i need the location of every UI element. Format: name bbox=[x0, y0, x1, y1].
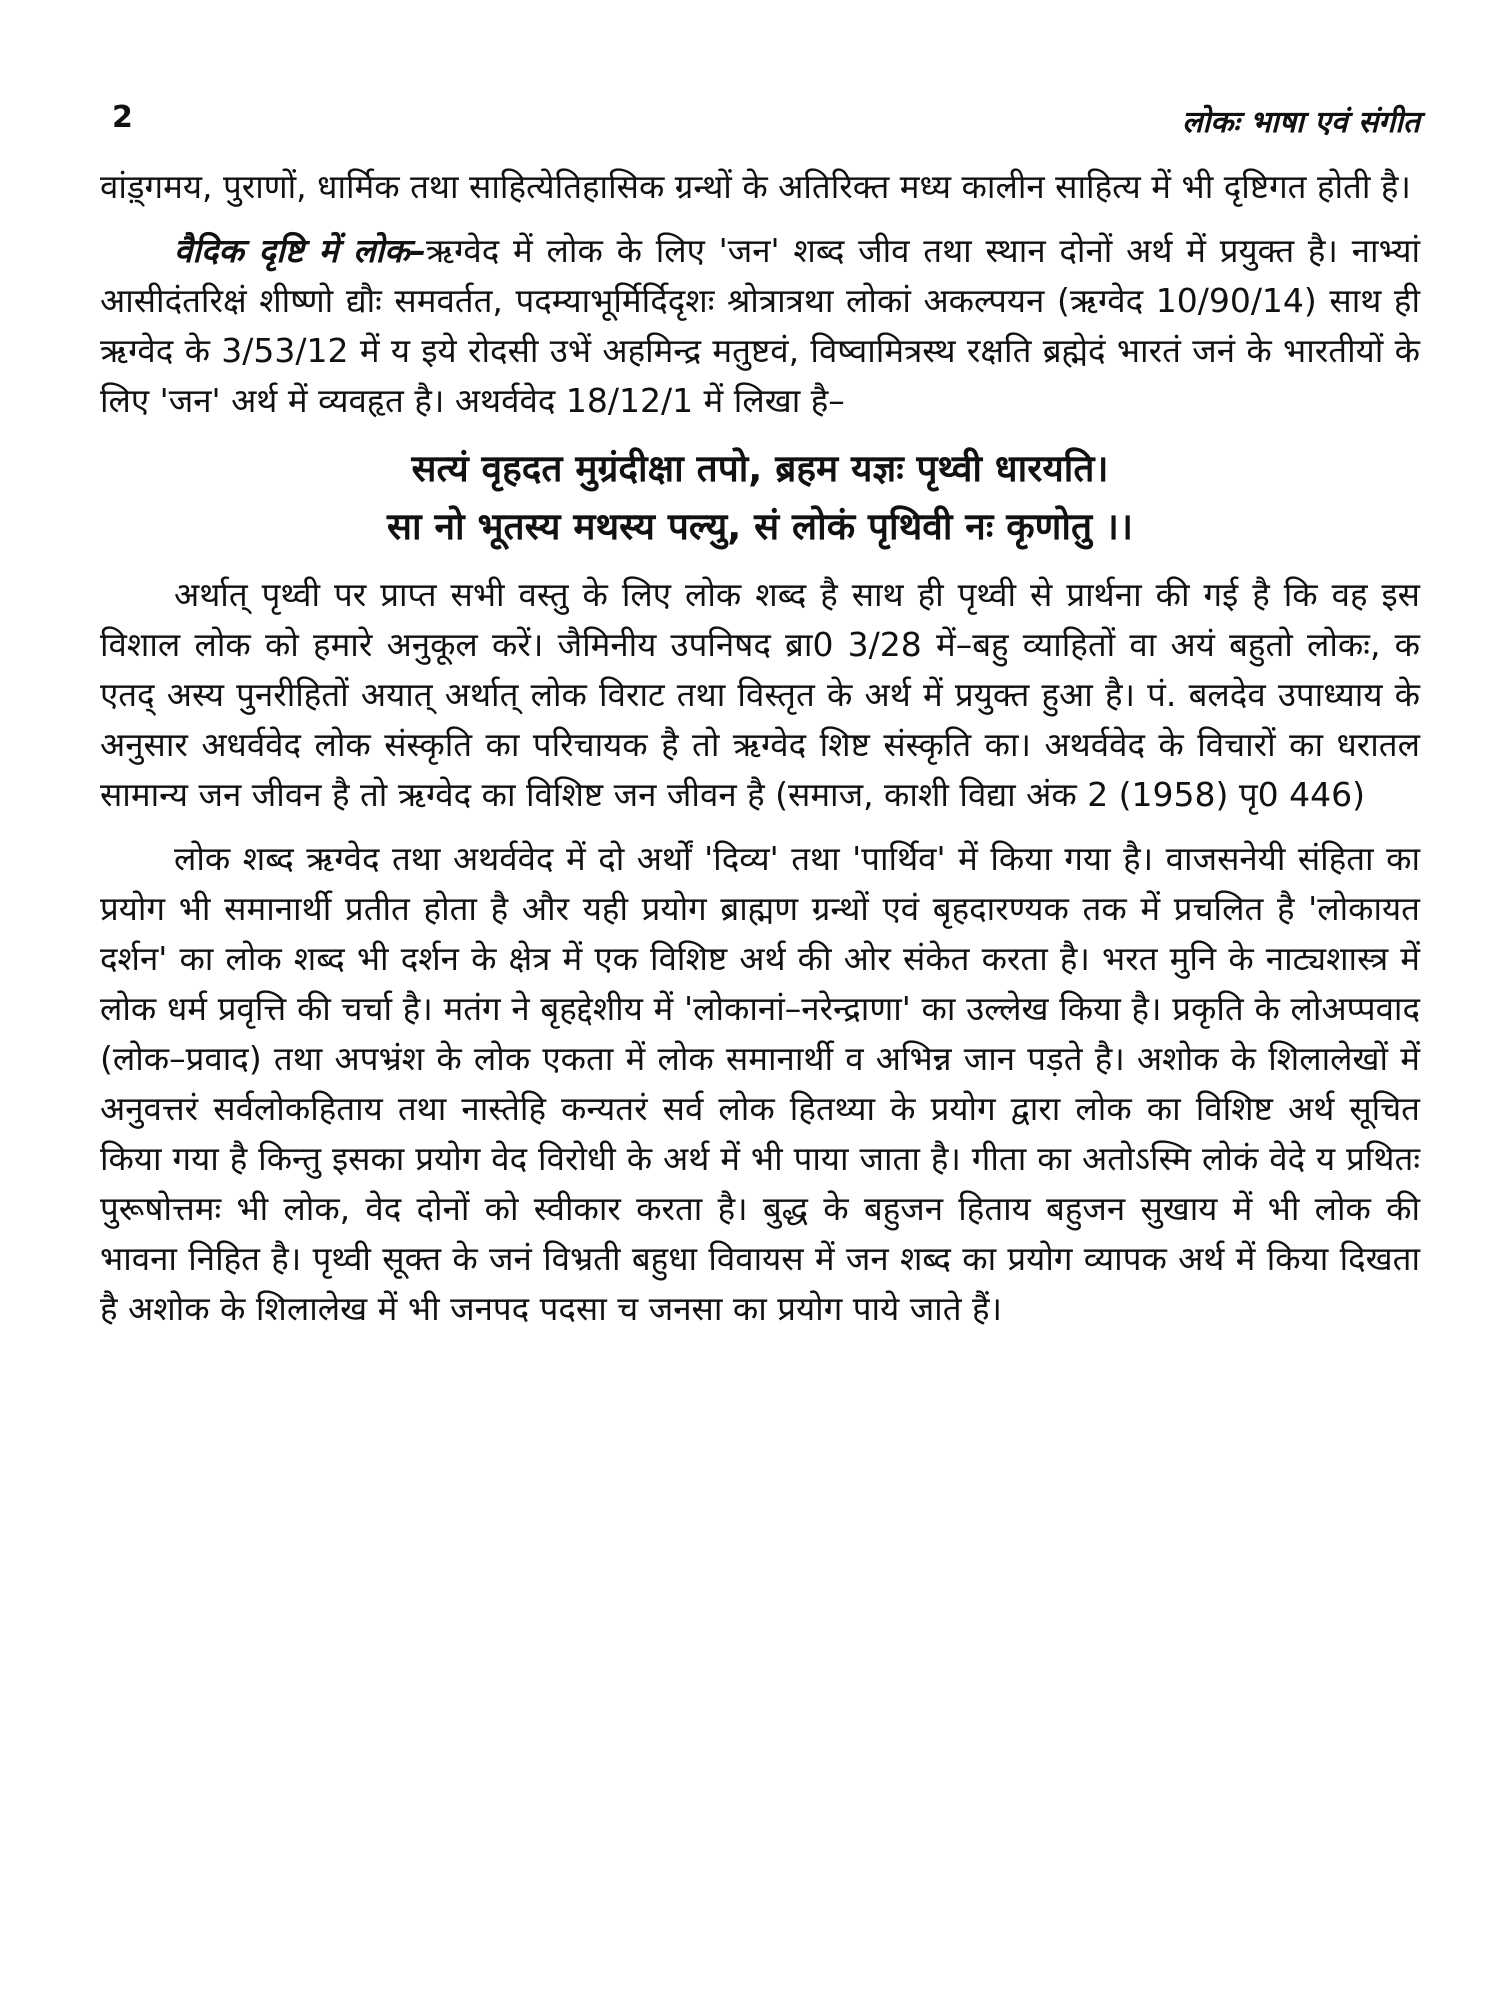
verse-block bbox=[100, 440, 1420, 556]
page-header bbox=[100, 100, 1420, 150]
paragraph-continuation: वांड़्गमय, पुराणों, धार्मिक तथा साहित्येतिहासिक ग्रन्थों के अतिरिक्त मध्य कालीन साहित्य में भी दृष्टिगत होती है। bbox=[100, 167, 1411, 206]
paragraph-vedic-view bbox=[100, 226, 1420, 426]
running-title: लोकः भाषा एवं संगीत bbox=[1182, 105, 1420, 140]
page-number: 2 bbox=[112, 100, 133, 135]
verse-line-1: सत्यं वृहदत मुग्रंदीक्षा तपो, ब्रहम यज्ञः पृथ्वी धारयति। bbox=[411, 447, 1109, 490]
paragraph-vedic-view-text: ऋग्वेद में लोक के लिए 'जन' शब्द जीव तथा स्थान दोनों अर्थ में प्रयुक्त है। नाभ्यां आसीदंतरिक्षं शीष्णो द्यौः समवर्तत, पदम्याभूर्मिर्दिदृशः श्रोत्रात्रथा लोकां अकल्पयन (ऋग्वेद 10/90/14) साथ ही ऋग्वेद के 3/53/12 में य इये रोदसी उभें अहमिन्द्र मतुष्टवं, विष्वामित्रस्थ रक्षति ब्रह्मेदं भारतं जनं के भारतीयों के लिए 'जन' अर्थ में व्यवहृत है। अथर्ववेद 18/12/1 में लिखा है– bbox=[100, 231, 1421, 420]
section-lead-heading: वैदिक दृष्टि में लोक– bbox=[174, 231, 426, 270]
paragraph-meaning: अर्थात् पृथ्वी पर प्राप्त सभी वस्तु के लिए लोक शब्द है साथ ही पृथ्वी से प्रार्थना की गई है कि वह इस विशाल लोक को हमारे अनुकूल करें। जैमिनीय उपनिषद ब्रा0 3/28 में–बहु व्याहितों वा अयं बहुतो लोकः, क एतद् अस्य पुनरीहितों अयात् अर्थात् लोक विराट तथा विस्तृत के अर्थ में प्रयुक्त हुआ है। पं. बलदेव उपाध्याय के अनुसार अधर्ववेद लोक संस्कृति का परिचायक है तो ऋग्वेद शिष्ट संस्कृति का। अथर्ववेद के विचारों का धरातल सामान्य जन जीवन है तो ऋग्वेद का विशिष्ट जन जीवन है (समाज, काशी विद्या अंक 2 (1958) पृ0 446) bbox=[100, 575, 1420, 814]
body-text bbox=[100, 162, 1420, 1334]
paragraph-lok-word-usage: लोक शब्द ऋग्वेद तथा अथर्ववेद में दो अर्थों 'दिव्य' तथा 'पार्थिव' में किया गया है। वाजसनेयी संहिता का प्रयोग भी समानार्थी प्रतीत होता है और यही प्रयोग ब्राह्मण ग्रन्थों एवं बृहदारण्यक तक में प्रचलित है 'लोकायत दर्शन' का लोक शब्द भी दर्शन के क्षेत्र में एक विशिष्ट अर्थ की ओर संकेत करता है। भरत मुनि के नाट्यशास्त्र में लोक धर्म प्रवृत्ति की चर्चा है। मतंग ने बृहद्देशीय में 'लोकानां–नरेन्द्राणा' का उल्लेख किया है। प्रकृति के लोअप्पवाद (लोक–प्रवाद) तथा अपभ्रंश के लोक एकता में लोक समानार्थी व अभिन्न जान पड़ते है। अशोक के शिलालेखों में अनुवत्तरं सर्वलोकहिताय तथा नास्तेहि कन्यतरं सर्व लोक हितथ्या के प्रयोग द्वारा लोक का विशिष्ट अर्थ सूचित किया गया है किन्तु इसका प्रयोग वेद विरोधी के अर्थ में भी पाया जाता है। गीता का अतोऽस्मि लोकं वेदे य प्रथितः पुरूषोत्तमः भी लोक, वेद दोनों को स्वीकार करता है। बुद्ध के बहुजन हिताय बहुजन सुखाय में भी लोक की भावना निहित है। पृथ्वी सूक्त के जनं विभ्रती बहुधा विवायस में जन शब्द का प्रयोग व्यापक अर्थ में किया दिखता है अशोक के शिलालेख में भी जनपद पदसा च जनसा का प्रयोग पाये जाते हैं। bbox=[100, 839, 1420, 1328]
verse-line-2: सा नो भूतस्य मथस्य पल्यु, सं लोकं पृथिवी नः कृणोतु ।। bbox=[387, 505, 1133, 548]
